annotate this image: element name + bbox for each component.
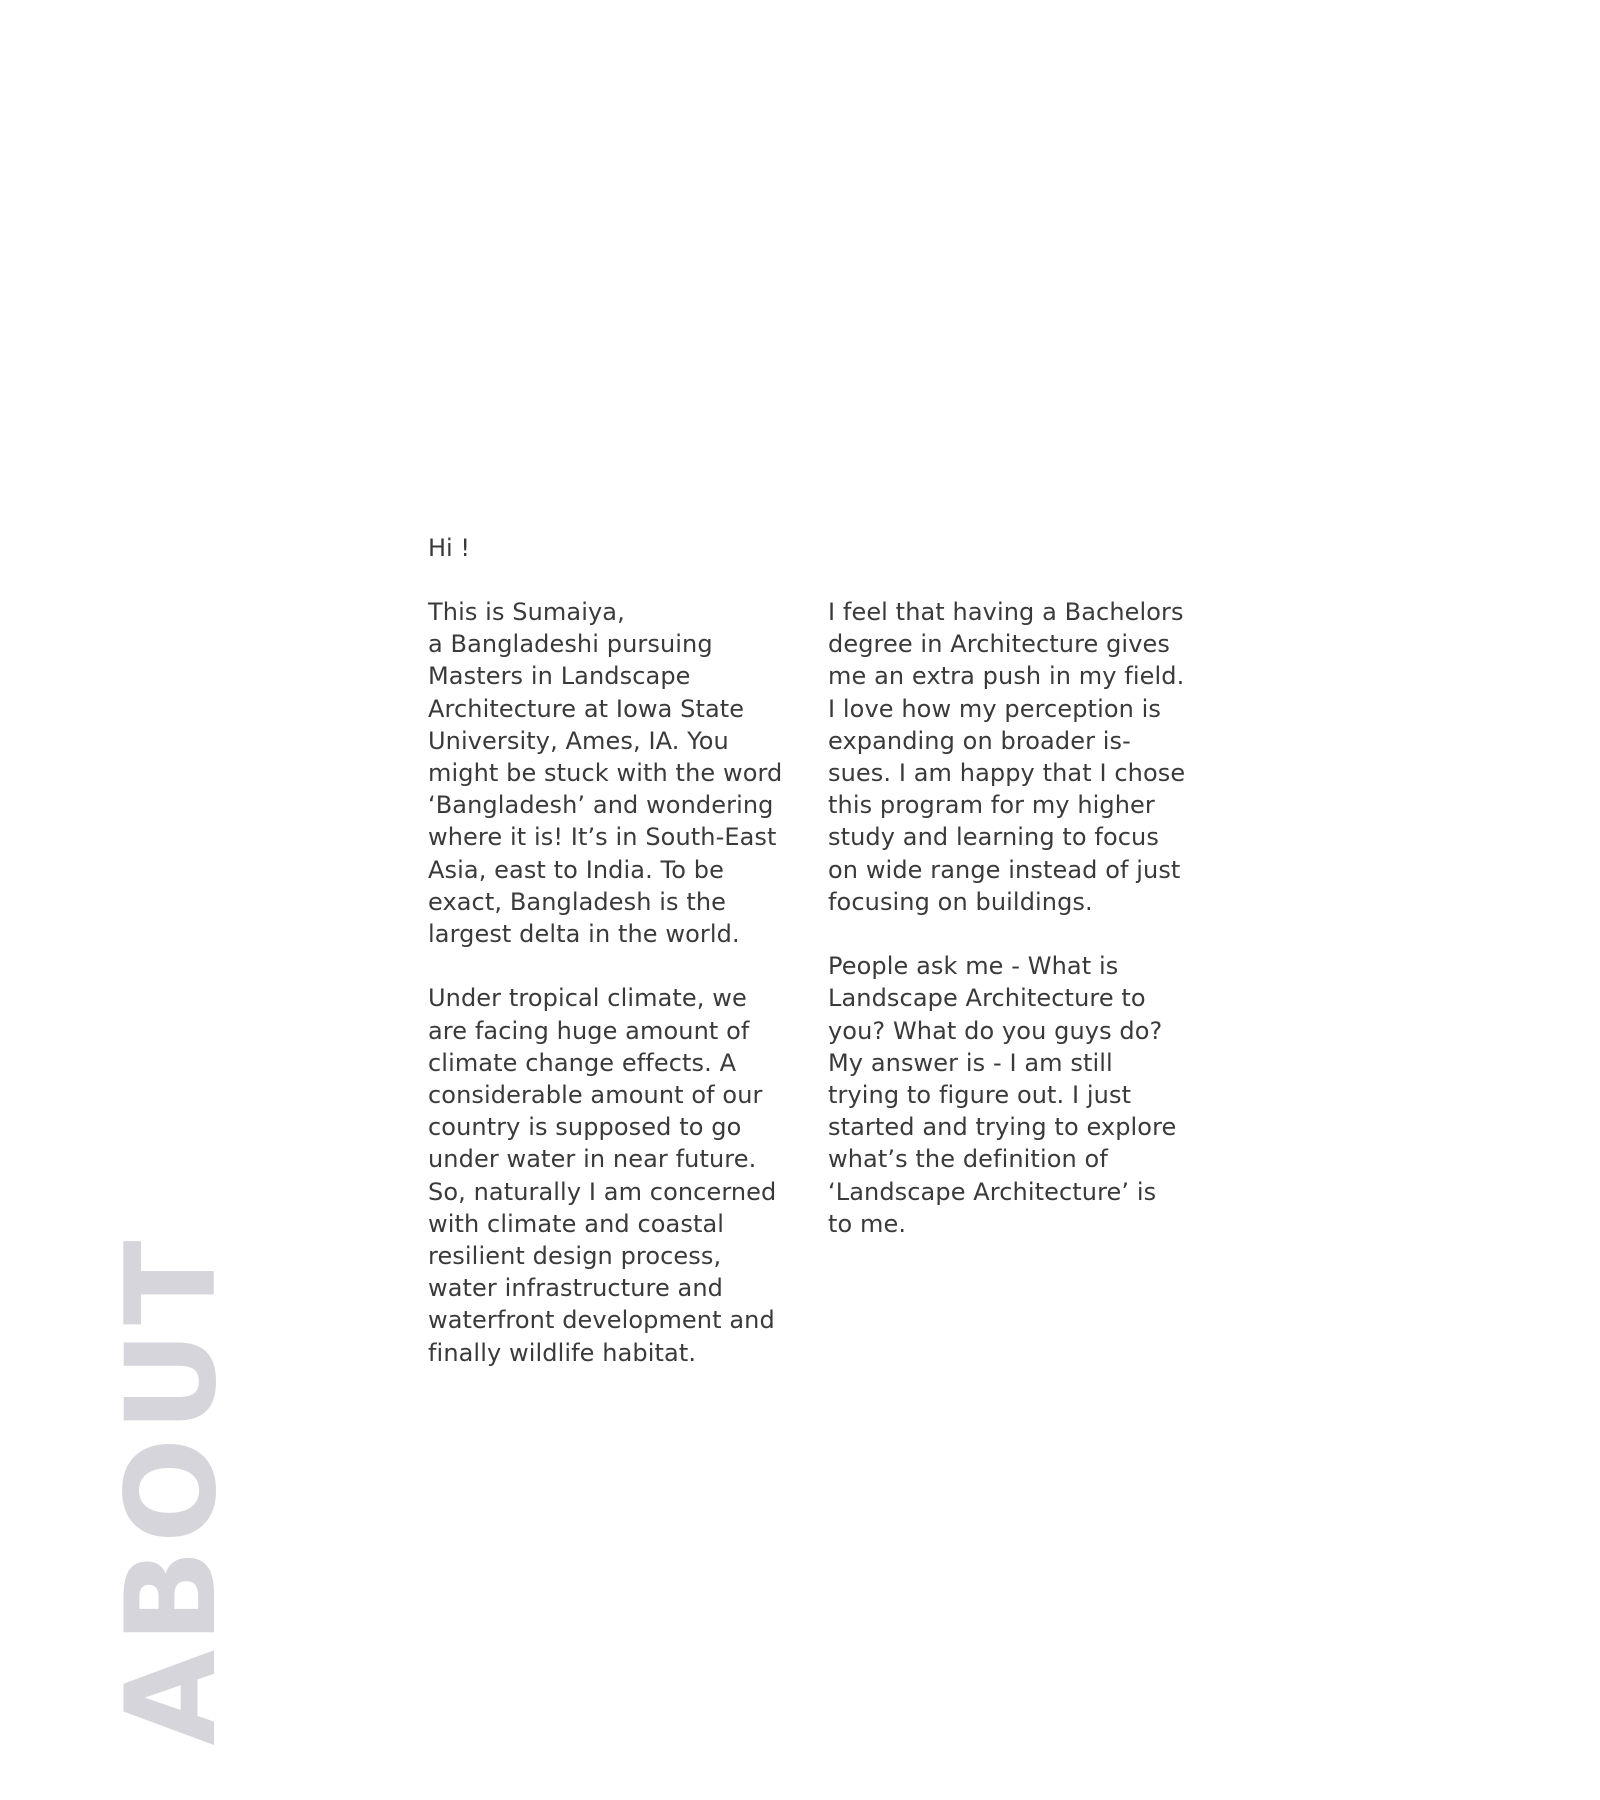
landscape-question-paragraph: People ask me - What is Landscape Architecture to you? What do you guys do? My answer is - I am still trying to figure out. I just started and trying to explore what’s the definition of ‘Landscape Architecture’ is to me. bbox=[828, 952, 1177, 1238]
intro-paragraph: This is Sumaiya, a Bangladeshi pursuing Masters in Landscape Architecture at Iowa State University, Ames, IA. You might be stuck with the word ‘Bangladesh’ and wondering where it is! It’s in South-East Asia, east to India. To be exact, Bangladesh is the largest delta in the world. bbox=[428, 598, 783, 949]
left-text-column bbox=[428, 596, 828, 1401]
greeting-text: Hi ! bbox=[428, 534, 470, 562]
architecture-paragraph: I feel that having a Bachelors degree in Architecture gives me an extra push in my field. I love how my perception is expanding on broader is- sues. I am happy that I chose this program for my higher study and learning to focus on wide range instead of just focusing on buildings. bbox=[828, 598, 1186, 916]
climate-paragraph: Under tropical climate, we are facing huge amount of climate change effects. A considerable amount of our country is supposed to go under water in near future. So, naturally I am concerned with climate and coastal resilient design process, water infrastructure and waterfront development and finally wildlife habitat. bbox=[428, 984, 777, 1367]
about-side-title: ABOUT bbox=[100, 1234, 244, 1746]
right-text-column bbox=[828, 596, 1228, 1272]
